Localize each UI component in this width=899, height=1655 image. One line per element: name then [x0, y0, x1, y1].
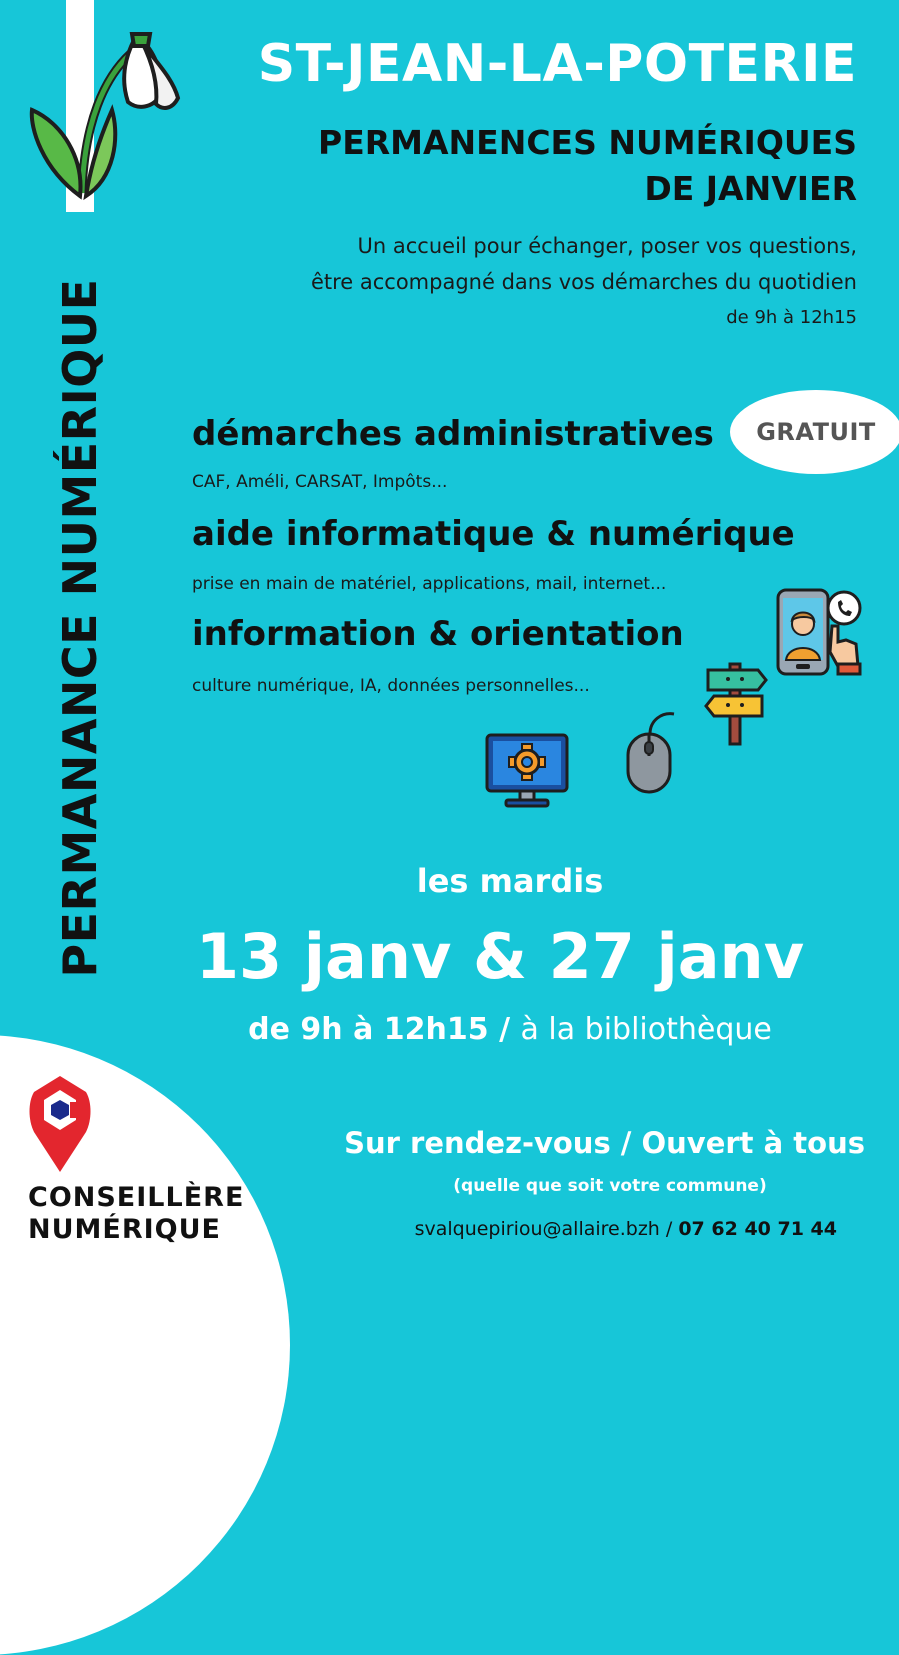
contact-phone[interactable]: 07 62 40 71 44 [678, 1218, 837, 1240]
free-badge: GRATUIT [730, 390, 899, 474]
contact-line [415, 1218, 837, 1240]
schedule-place: à la bibliothèque [520, 1012, 772, 1047]
schedule-time-place [160, 1012, 860, 1047]
service-title-orientation: information & orientation [192, 614, 684, 654]
appointment-line: Sur rendez-vous / Ouvert à tous [344, 1126, 865, 1160]
contact-email[interactable]: svalquepiriou@allaire.bzh [414, 1218, 660, 1240]
service-title-it-help: aide informatique & numérique [192, 514, 795, 554]
logo-line-2: NUMÉRIQUE [28, 1214, 221, 1245]
service-detail-it-help: prise en main de matériel, applications, mail, internet... [192, 574, 667, 594]
intro-text [311, 228, 857, 336]
appointment-note: (quelle que soit votre commune) [453, 1176, 767, 1196]
contact-separator: / [659, 1218, 679, 1240]
service-detail-orientation: culture numérique, IA, données personnelles... [192, 676, 590, 696]
intro-line-3: de 9h à 12h15 [726, 307, 857, 328]
schedule-days: les mardis [416, 862, 604, 900]
computer-mouse-icon [622, 708, 678, 796]
computer-settings-icon [484, 732, 570, 808]
logo-line-1: CONSEILLÈRE [28, 1182, 245, 1213]
subtitle-line-1: PERMANENCES NUMÉRIQUES [318, 123, 857, 162]
signpost-icon [702, 660, 770, 746]
service-title-admin: démarches administratives [192, 414, 714, 454]
page-title: ST-JEAN-LA-POTERIE [257, 34, 857, 94]
phone-video-call-icon [772, 586, 868, 680]
schedule-hours: de 9h à 12h15 [248, 1012, 489, 1047]
intro-line-1: Un accueil pour échanger, poser vos questions, [357, 234, 857, 258]
snowdrop-flower-icon [22, 18, 192, 208]
schedule-separator: / [488, 1012, 521, 1047]
subtitle-line-2: DE JANVIER [644, 169, 857, 208]
side-vertical-title: PERMANANCE NUMÉRIQUE [53, 278, 107, 978]
logo-wordmark [28, 1182, 244, 1246]
page-subtitle [318, 120, 857, 212]
intro-line-2: être accompagné dans vos démarches du quotidien [310, 270, 857, 294]
service-detail-admin: CAF, Améli, CARSAT, Impôts... [192, 472, 448, 492]
schedule-dates: 13 janv & 27 janv [195, 920, 805, 993]
conseillere-numerique-logo-icon [28, 1072, 92, 1176]
